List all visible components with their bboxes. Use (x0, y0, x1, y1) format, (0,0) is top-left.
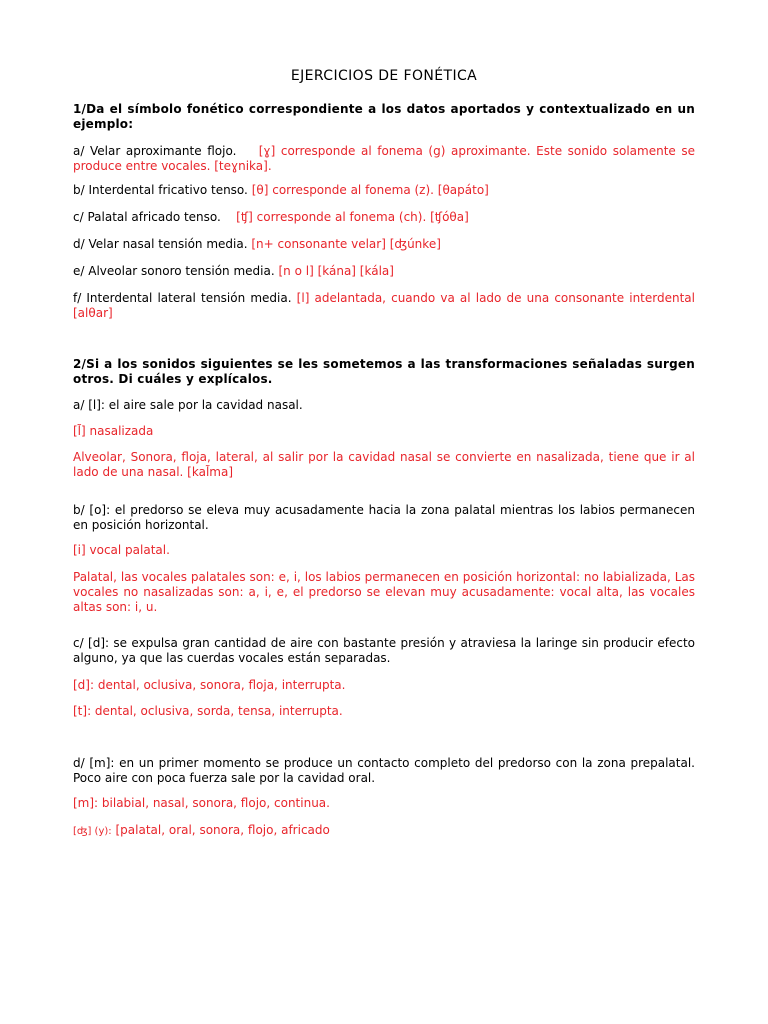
answer-2d-2 (73, 823, 695, 839)
answer-2c-2: [t]: dental, oclusiva, sorda, tensa, interrupta. (73, 704, 343, 718)
item-label: b/ Interdental fricativo tenso. (73, 183, 248, 197)
prompt-2a: a/ [l]: el aire sale por la cavidad nasal. (73, 398, 303, 412)
item-answer: [l] adelantada, cuando va al lado de una consonante interdental [alθar] (73, 291, 695, 320)
item-1e (73, 264, 695, 279)
item-label: e/ Alveolar sonoro tensión media. (73, 264, 275, 278)
item-label: d/ Velar nasal tensión media. (73, 237, 248, 251)
item-answer: [θ] corresponde al fonema (z). [θapáto] (251, 183, 489, 197)
item-label: c/ Palatal africado tenso. (73, 210, 221, 224)
prompt-2d: d/ [m]: en un primer momento se produce un contacto completo del predorso con la zona prepalatal. Poco aire con poca fuerza sale por la cavidad oral. (73, 756, 695, 785)
document-title: EJERCICIOS DE FONÉTICA (290, 68, 478, 84)
item-answer: [n o l] [kána] [kála] (278, 264, 394, 278)
palatal-symbol: [ʤ] (y): (73, 826, 112, 837)
answer-2a-1: [l̃] nasalizada (73, 424, 154, 438)
item-1c (73, 210, 695, 225)
item-answer: [ɣ] corresponde al fonema (g) aproximante. Este sonido solamente se produce entre vocales. [teɣnika]. (73, 144, 696, 173)
item-answer: [ʧ] corresponde al fonema (ch). [ʧóθa] (236, 210, 469, 224)
item-label: f/ Interdental lateral tensión media. (73, 291, 292, 305)
answer-2a-2: Alveolar, Sonora, floja, lateral, al salir por la cavidad nasal se convierte en nasalizada, tiene que ir al lado de una nasal. [kal̃ma] (73, 450, 695, 479)
answer-2d-1: [m]: bilabial, nasal, sonora, flojo, continua. (73, 796, 330, 810)
question-2: 2/Si a los sonidos siguientes se les sometemos a las transformaciones señaladas surgen otros. Di cuáles y explícalos. (73, 357, 695, 386)
answer-text: [palatal, oral, sonora, flojo, africado (115, 823, 330, 837)
item-answer: [n+ consonante velar] [ʤúnke] (251, 237, 441, 251)
prompt-2c: c/ [d]: se expulsa gran cantidad de aire con bastante presión y atraviesa la laringe sin producir efecto alguno, ya que las cuerdas vocales están separadas. (73, 636, 695, 665)
answer-2c-1: [d]: dental, oclusiva, sonora, floja, interrupta. (73, 678, 346, 692)
item-1a (73, 144, 695, 174)
item-1b (73, 183, 695, 198)
item-label: a/ Velar aproximante flojo. (73, 144, 237, 158)
prompt-2b: b/ [o]: el predorso se eleva muy acusadamente hacia la zona palatal mientras los labios permanecen en posición horizontal. (73, 503, 695, 532)
item-1d (73, 237, 695, 252)
answer-2b-2: Palatal, las vocales palatales son: e, i, los labios permanecen en posición horizontal: no labializada, Las vocales no nasalizadas son: a, i, e, el predorso se elevan muy acusadamente: vocal alta, las vocales altas son: i, u. (73, 570, 695, 614)
item-1f (73, 291, 695, 321)
question-1: 1/Da el símbolo fonético correspondiente a los datos aportados y contextualizado en un ejemplo: (73, 102, 695, 131)
answer-2b-1: [i] vocal palatal. (73, 543, 170, 557)
